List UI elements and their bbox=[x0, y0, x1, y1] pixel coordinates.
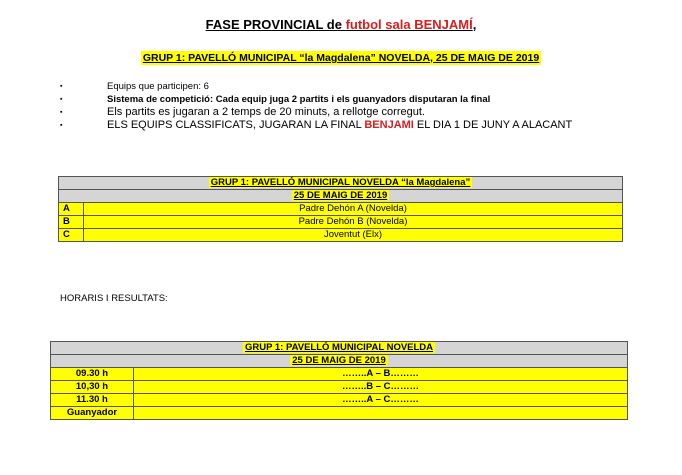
groups-table-header: GRUP 1: PAVELLÓ MUNICIPAL NOVELDA “la Magdalena” bbox=[59, 177, 623, 190]
schedule-table-date: 25 DE MAIG DE 2019 bbox=[51, 355, 628, 368]
table-row: 11.30 h ……..A – C……… bbox=[51, 394, 628, 407]
schedule-table bbox=[50, 341, 628, 420]
bullet-competition-system: ▪ Sistema de competició: Cada equip juga 2 partits i els guanyadors disputaran la final bbox=[60, 93, 572, 106]
subtitle: GRUP 1: PAVELLÓ MUNICIPAL “la Magdalena” NOVELDA, 25 DE MAIG DE 2019 bbox=[142, 52, 540, 64]
bullet-teams: ▪ Equips que participen: 6 bbox=[60, 80, 572, 93]
schedule-table-header: GRUP 1: PAVELLÓ MUNICIPAL NOVELDA bbox=[51, 342, 628, 355]
table-row: C Joventut (Elx) bbox=[59, 229, 623, 242]
groups-table-date: 25 DE MAIG DE 2019 bbox=[59, 190, 623, 203]
table-row: B Padre Dehón B (Novelda) bbox=[59, 216, 623, 229]
table-row: A Padre Dehón A (Novelda) bbox=[59, 203, 623, 216]
bullet-match-duration: ▪ Els partits es jugaran a 2 temps de 20 minuts, a rellotge corregut. bbox=[60, 106, 572, 119]
title-highlight: futbol sala BENJAMÍ bbox=[345, 17, 473, 32]
bullet-final: ▪ ELS EQUIPS CLASSIFICATS, JUGARAN LA FINAL BENJAMI EL DIA 1 DE JUNY A ALACANT bbox=[60, 119, 572, 132]
table-row: 10,30 h ……..B – C……… bbox=[51, 381, 628, 394]
table-row: 09.30 h ……..A – B……… bbox=[51, 368, 628, 381]
table-row: Guanyador bbox=[51, 407, 628, 420]
page-title: FASE PROVINCIAL de futbol sala BENJAMÍ, bbox=[205, 17, 477, 32]
info-list bbox=[60, 80, 572, 132]
horaris-label: HORARIS I RESULTATS: bbox=[60, 293, 168, 304]
groups-table bbox=[58, 176, 623, 242]
